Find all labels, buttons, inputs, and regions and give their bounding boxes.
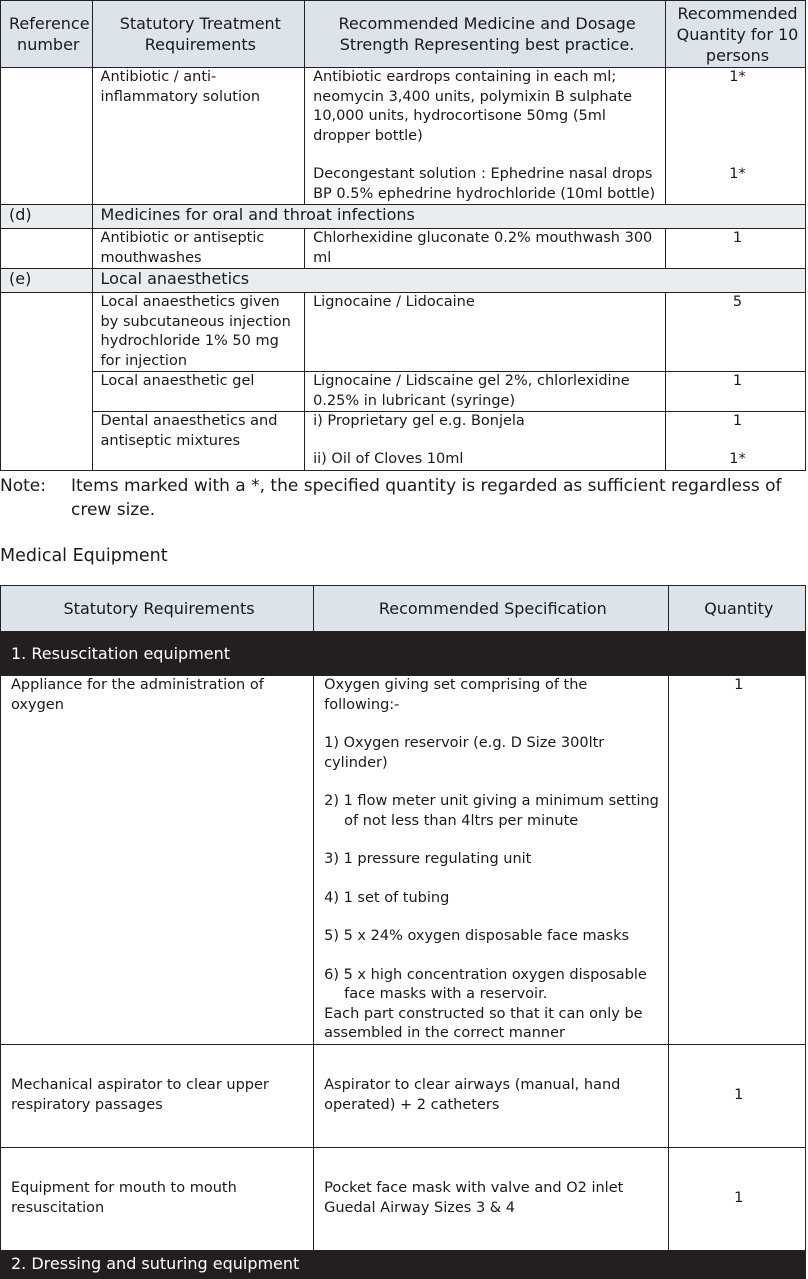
quantity-cell: 1 <box>668 676 805 1045</box>
spec-intro: Oxygen giving set comprising of the following:- <box>324 677 588 713</box>
ref-cell-empty <box>1 293 93 471</box>
statutory-cell: Local anaesthetic gel <box>92 372 305 412</box>
statutory-cell: Antibiotic / anti-inflammatory solution <box>92 68 305 205</box>
medicine-cell: Chlorhexidine gluconate 0.2% mouthwash 300 ml <box>305 229 666 269</box>
section-resuscitation-equipment: 1. Resuscitation equipment <box>1 632 806 676</box>
header-recommended-medicine: Recommended Medicine and Dosage Strength Representing best practice. <box>305 1 666 68</box>
statutory-cell: Appliance for the administration of oxygen <box>1 676 314 1045</box>
spec-item-line: 6) 5 x high concentration oxygen disposable <box>324 966 647 983</box>
medical-equipment-table <box>0 585 806 1279</box>
note-text: Items marked with a *, the specified quantity is regarded as sufficient regardless of crew size. <box>71 476 782 520</box>
spec-line: Guedal Airway Sizes 3 & 4 <box>324 1199 515 1216</box>
quantity-cell: 1 <box>666 229 806 269</box>
spec-item-line: face masks with a reservoir. <box>344 986 548 1002</box>
ref-cell-empty <box>1 229 93 269</box>
spec-item: 5) 5 x 24% oxygen disposable face masks <box>324 928 630 944</box>
specification-cell: Aspirator to clear airways (manual, hand operated) + 2 catheters <box>314 1044 668 1147</box>
medicine-cell <box>305 412 666 471</box>
quantity-value: 1* <box>729 166 746 182</box>
spec-item <box>324 792 661 831</box>
quantity-cell <box>666 68 806 205</box>
quantity-value: 1* <box>729 69 746 85</box>
spec-item: 1) Oxygen reservoir (e.g. D Size 300ltr cylinder) <box>324 735 605 771</box>
quantity-cell: 5 <box>666 293 806 372</box>
header-recommended-quantity: Recommended Quantity for 10 persons <box>666 1 806 68</box>
quantity-cell: 1 <box>668 1044 805 1147</box>
header-quantity: Quantity <box>668 586 805 632</box>
section-ref-e: (e) <box>1 269 93 293</box>
section-title-local-anaesthetics: Local anaesthetics <box>92 269 805 293</box>
spec-footer: Each part constructed so that it can only be assembled in the correct manner <box>324 1005 643 1041</box>
quantity-value: 1 <box>732 413 743 429</box>
medicine-cell <box>305 68 666 205</box>
statutory-cell: Mechanical aspirator to clear upper respiratory passages <box>1 1044 314 1147</box>
header-recommended-specification: Recommended Specification <box>314 586 668 632</box>
medical-equipment-heading: Medical Equipment <box>0 546 168 566</box>
medicine-cell: Lignocaine / Lidocaine <box>305 293 666 372</box>
statutory-cell: Equipment for mouth to mouth resuscitation <box>1 1147 314 1250</box>
section-dressing-suturing-equipment: 2. Dressing and suturing equipment <box>1 1250 806 1278</box>
statutory-cell: Dental anaesthetics and antiseptic mixtures <box>92 412 305 471</box>
specification-cell <box>314 1147 668 1250</box>
header-statutory-requirements: Statutory Requirements <box>1 586 314 632</box>
statutory-cell: Antibiotic or antiseptic mouthwashes <box>92 229 305 269</box>
header-reference-number: Reference number <box>1 1 93 68</box>
spec-item-line: of not less than 4ltrs per minute <box>344 812 579 829</box>
section-ref-d: (d) <box>1 205 93 229</box>
statutory-cell: Local anaesthetics given by subcutaneous injection hydrochloride 1% 50 mg for injection <box>92 293 305 372</box>
spec-item <box>324 966 661 1005</box>
spec-item: 3) 1 pressure regulating unit <box>324 851 532 867</box>
medicine-text: i) Proprietary gel e.g. Bonjela <box>313 413 525 429</box>
spec-item: 4) 1 set of tubing <box>324 889 450 906</box>
quantity-value: 1* <box>729 451 746 467</box>
spec-line: Pocket face mask with valve and O2 inlet <box>324 1180 624 1196</box>
medicine-cell: Lignocaine / Lidscaine gel 2%, chlorlexidine 0.25% in lubricant (syringe) <box>305 372 666 412</box>
medicine-text: Antibiotic eardrops containing in each ml; neomycin 3,400 units, polymixin B sulphate 10,000 units, hydrocortisone 50mg (5ml dropper bottle) <box>313 69 633 144</box>
medicine-text: Decongestant solution : Ephedrine nasal drops BP 0.5% ephedrine hydrochloride (10ml bottle) <box>313 166 656 202</box>
quantity-cell <box>666 412 806 471</box>
quantity-cell: 1 <box>668 1147 805 1250</box>
medicines-table <box>0 0 806 471</box>
spec-item-line: 2) 1 flow meter unit giving a minimum setting <box>324 793 659 809</box>
section-title-oral-throat: Medicines for oral and throat infections <box>92 205 805 229</box>
note-label: Note: <box>0 476 46 496</box>
header-statutory-requirements: Statutory Treatment Requirements <box>92 1 305 68</box>
specification-cell <box>314 676 668 1045</box>
medicine-text: ii) Oil of Cloves 10ml <box>313 451 464 467</box>
quantity-cell: 1 <box>666 372 806 412</box>
ref-cell-empty <box>1 68 93 205</box>
